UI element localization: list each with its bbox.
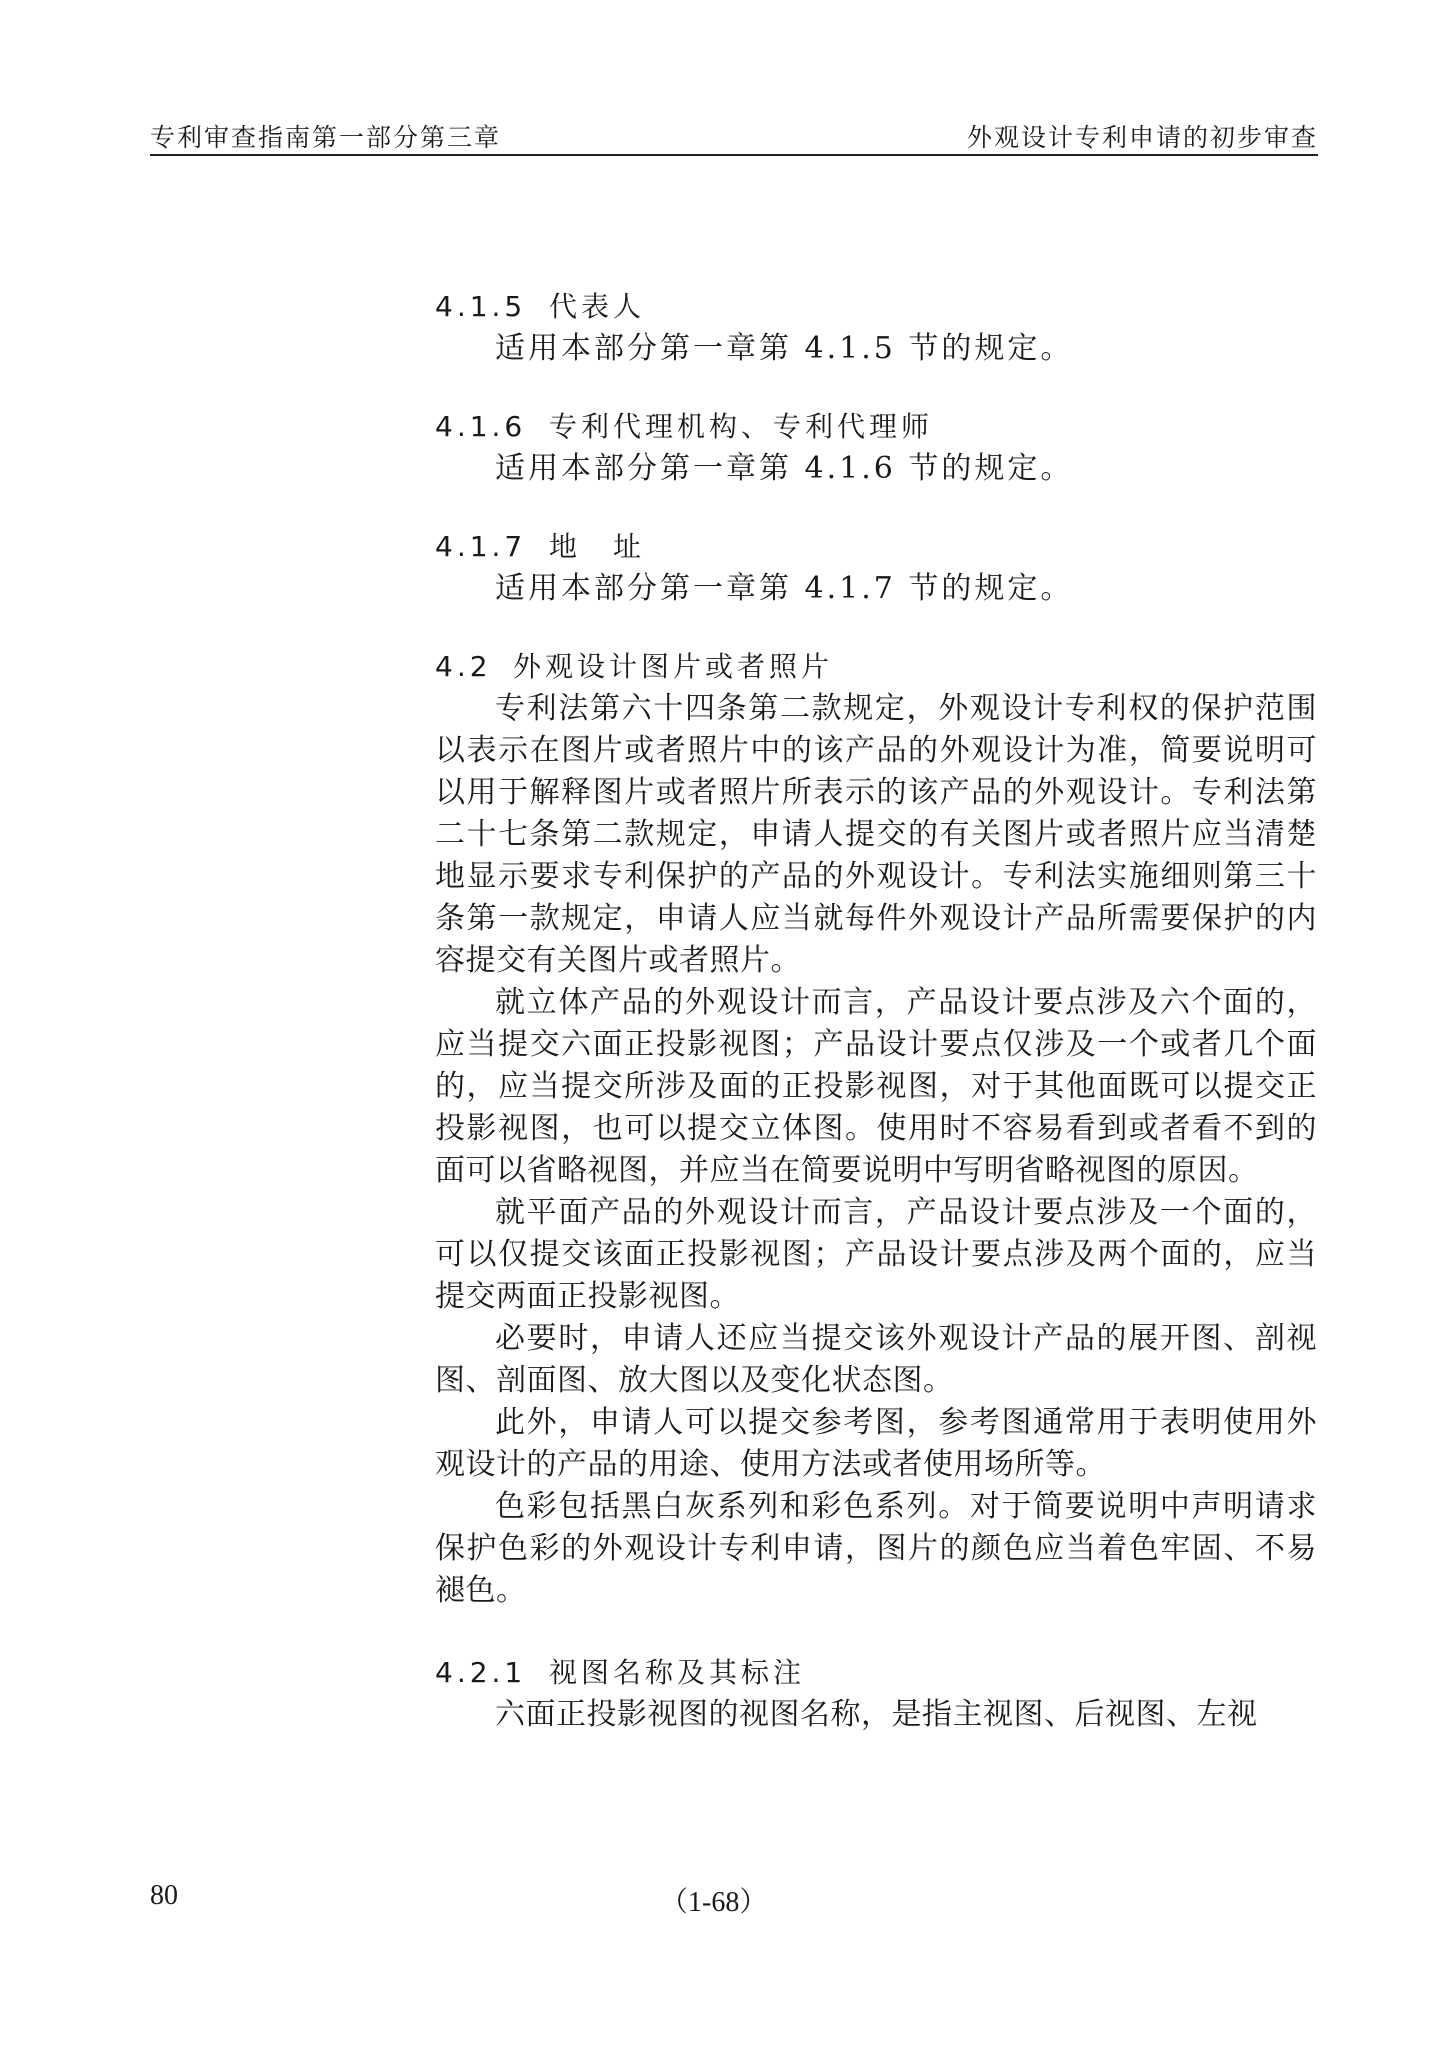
section-heading-4-1-6: [435, 406, 1317, 448]
page-code: （1-68）: [660, 1887, 768, 1918]
section-title: 外观设计图片或者照片: [513, 650, 834, 683]
paragraph: 专利法第六十四条第二款规定，外观设计专利权的保护范围以表示在图片或者照片中的该产品的外观设计为准，简要说明可以用于解释图片或者照片所表示的该产品的外观设计。专利法第二十七条第二款规定，申请人提交的有关图片或者照片应当清楚地显示要求专利保护的产品的外观设计。专利法实施细则第三十条第一款规定，申请人应当就每件外观设计产品所需要保护的内容提交有关图片或者照片。: [435, 691, 1317, 978]
paragraph: 适用本部分第一章第 4.1.5 节的规定。: [495, 331, 1074, 366]
running-header-chapter: 专利审查指南第一部分第三章: [150, 123, 502, 152]
page-number: 80: [150, 1880, 178, 1911]
section-number: 4.1.5: [435, 290, 527, 323]
section-number: 4.1.6: [435, 410, 527, 443]
paragraph: 六面正投影视图的视图名称，是指主视图、后视图、左视: [495, 1697, 1258, 1732]
header-rule: [150, 154, 1318, 156]
section-number: 4.2.1: [435, 1656, 527, 1689]
running-header-title: 外观设计专利申请的初步审查: [966, 123, 1318, 152]
section-title: 代表人: [549, 290, 646, 323]
section-title: 视图名称及其标注: [549, 1656, 806, 1689]
paragraph: 必要时，申请人还应当提交该外观设计产品的展开图、剖视图、剖面图、放大图以及变化状态图。: [435, 1321, 1317, 1398]
section-number: 4.1.7: [435, 530, 527, 563]
paragraph: 色彩包括黑白灰系列和彩色系列。对于简要说明中声明请求保护色彩的外观设计专利申请，图片的颜色应当着色牢固、不易褪色。: [435, 1489, 1317, 1608]
section-heading-4-1-5: [435, 286, 1317, 328]
section-number: 4.2: [435, 650, 492, 683]
paragraph: 就平面产品的外观设计而言，产品设计要点涉及一个面的，可以仅提交该面正投影视图；产品设计要点涉及两个面的，应当提交两面正投影视图。: [435, 1195, 1317, 1314]
main-content: [435, 286, 1317, 1736]
paragraph: 此外，申请人可以提交参考图，参考图通常用于表明使用外观设计的产品的用途、使用方法或者使用场所等。: [435, 1405, 1317, 1482]
section-title: 地 址: [549, 530, 646, 563]
section-title: 专利代理机构、专利代理师: [549, 410, 934, 443]
paragraph: 适用本部分第一章第 4.1.6 节的规定。: [495, 451, 1074, 486]
paragraph: 就立体产品的外观设计而言，产品设计要点涉及六个面的，应当提交六面正投影视图；产品设计要点仅涉及一个或者几个面的，应当提交所涉及面的正投影视图，对于其他面既可以提交正投影视图，也可以提交立体图。使用时不容易看到或者看不到的面可以省略视图，并应当在简要说明中写明省略视图的原因。: [435, 985, 1317, 1188]
section-heading-4-2-1: [435, 1652, 1317, 1694]
section-heading-4-2: [435, 646, 1317, 688]
paragraph: 适用本部分第一章第 4.1.7 节的规定。: [495, 571, 1074, 606]
section-heading-4-1-7: [435, 526, 1317, 568]
